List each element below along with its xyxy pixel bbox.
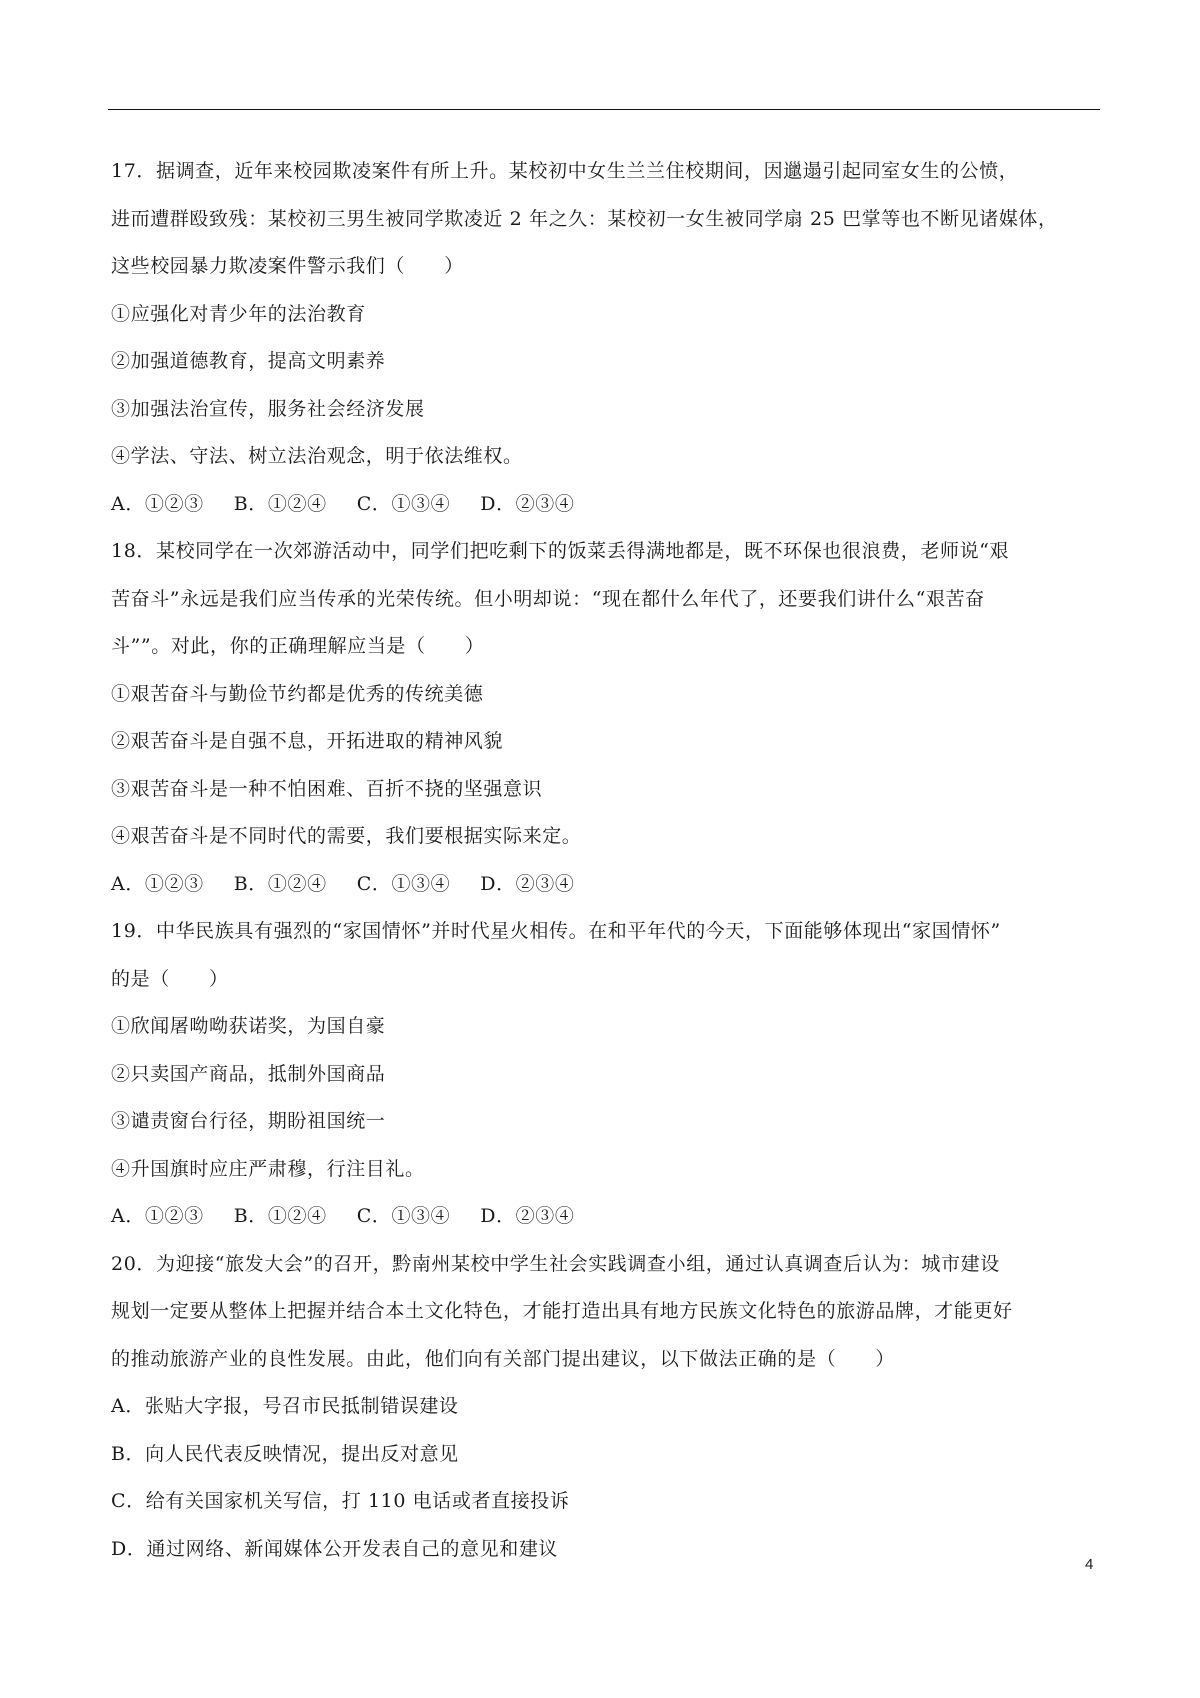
statement-item: ④艰苦奋斗是不同时代的需要，我们要根据实际来定。	[111, 825, 582, 847]
question-stem-line: 这些校园暴力欺凌案件警示我们（ ）	[111, 255, 464, 277]
question-stem-line: 斗””。对此，你的正确理解应当是（ ）	[111, 635, 485, 657]
question-stem-line: 进而遭群殴致残：某校初三男生被同学欺凌近 2 年之久：某校初一女生被同学扇 25 巴掌等也不断见诸媒体，	[111, 207, 1058, 230]
answer-option-b: B．①②④	[233, 872, 327, 895]
statement-item: ①应强化对青少年的法治教育	[111, 302, 366, 325]
question-stem-line: 18．某校同学在一次郊游活动中，同学们把吃剩下的饭菜丢得满地都是，既不环保也很浪费，老师说“艰	[111, 540, 1010, 562]
answer-option-c: C．①③④	[356, 492, 451, 515]
answer-option-d: D．②③④	[480, 872, 575, 895]
answer-option-c: C．给有关国家机关写信，打 110 电话或者直接投诉	[111, 1490, 570, 1512]
answer-option-d: D．②③④	[480, 1205, 575, 1227]
question-17	[111, 148, 1101, 528]
statement-item: ③艰苦奋斗是一种不怕困难、百折不挠的坚强意识	[111, 777, 543, 800]
answer-option-b: B．①②④	[233, 1205, 327, 1227]
answer-option-a: A．①②③	[111, 872, 204, 895]
answer-options	[111, 1193, 1101, 1241]
statement-item: ④学法、守法、树立法治观念，明于依法维权。	[111, 445, 523, 467]
statement-item: ②艰苦奋斗是自强不息，开拓进取的精神风貌	[111, 730, 504, 752]
answer-option-a: A．①②③	[111, 492, 204, 515]
question-20	[111, 1241, 1101, 1574]
page-number: 4	[1085, 1556, 1094, 1573]
question-list	[111, 148, 1101, 1573]
statement-item: ④升国旗时应庄严肃穆，行注目礼。	[111, 1157, 425, 1180]
question-stem-line: 苦奋斗”永远是我们应当传承的光荣传统。但小明却说：“现在都什么年代了，还要我们讲什么“艰苦奋	[111, 587, 985, 610]
question-stem-line: 17．据调查，近年来校园欺凌案件有所上升。某校初中女生兰兰住校期间，因邋遢引起同室女生的公愤，	[111, 160, 1019, 182]
answer-option-c: C．①③④	[356, 872, 451, 895]
question-stem-line: 的推动旅游产业的良性发展。由此，他们向有关部门提出建议，以下做法正确的是（ ）	[111, 1347, 896, 1370]
answer-option-c: C．①③④	[356, 1205, 451, 1227]
question-stem-line: 20．为迎接“旅发大会”的召开，黔南州某校中学生社会实践调查小组，通过认真调查后认为：城市建设	[111, 1252, 1000, 1275]
question-stem-line: 规划一定要从整体上把握并结合本土文化特色，才能打造出具有地方民族文化特色的旅游品牌，才能更好	[111, 1300, 1013, 1322]
answer-option-d: D．通过网络、新闻媒体公开发表自己的意见和建议	[111, 1537, 559, 1560]
answer-option-b: B．①②④	[233, 492, 327, 515]
answer-option-b: B．向人民代表反映情况，提出反对意见	[111, 1442, 459, 1465]
answer-option-a: A．张贴大字报，号召市民抵制错误建设	[111, 1395, 459, 1417]
statement-item: ③加强法治宣传，服务社会经济发展	[111, 397, 425, 420]
question-18	[111, 528, 1101, 908]
statement-item: ①艰苦奋斗与勤俭节约都是优秀的传统美德	[111, 682, 484, 705]
header-rule	[108, 109, 1100, 110]
statement-item: ②加强道德教育，提高文明素养	[111, 350, 386, 372]
answer-options	[111, 861, 1101, 909]
question-stem-line: 19．中华民族具有强烈的“家国情怀”并时代星火相传。在和平年代的今天，下面能够体现出“家国情怀”	[111, 920, 1001, 942]
question-19	[111, 908, 1101, 1241]
statement-item: ③谴责窗台行径，期盼祖国统一	[111, 1110, 386, 1132]
question-stem-line: 的是（ ）	[111, 967, 229, 990]
statement-item: ①欣闻屠呦呦获诺奖，为国自豪	[111, 1015, 386, 1037]
answer-options	[111, 481, 1101, 529]
statement-item: ②只卖国产商品，抵制外国商品	[111, 1062, 386, 1085]
answer-option-d: D．②③④	[480, 492, 575, 515]
answer-option-a: A．①②③	[111, 1205, 204, 1227]
